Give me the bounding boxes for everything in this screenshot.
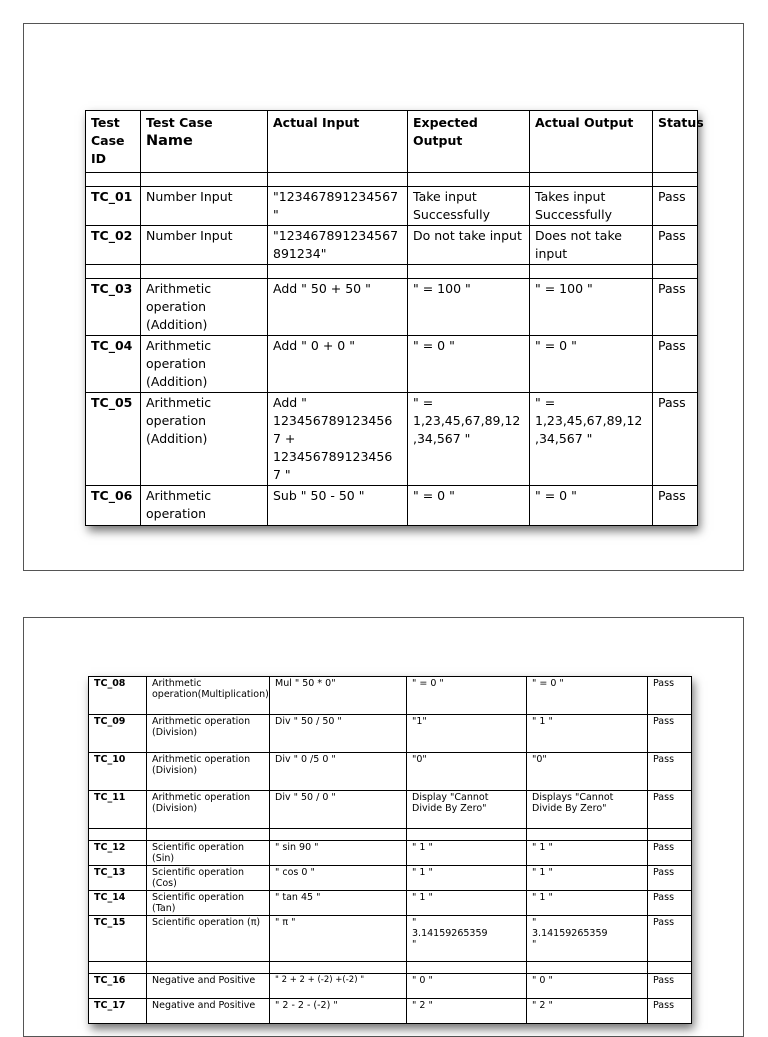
cell-status: Pass: [648, 841, 692, 866]
cell-expected: " = 1,23,45,67,89,12 ,34,567 ": [408, 393, 530, 486]
cell-status: Pass: [653, 279, 698, 336]
cell-name: Scientific operation (Cos): [147, 866, 270, 891]
cell-input: " tan 45 ": [270, 891, 407, 916]
header-actual-output: Actual Output: [530, 111, 653, 173]
cell-id: TC_01: [86, 187, 141, 226]
expected-quote-open: ": [412, 917, 417, 928]
cell-name: Number Input: [141, 226, 268, 265]
cell-id: TC_14: [89, 891, 147, 916]
cell-id: TC_15: [89, 916, 147, 962]
cell-name: Arithmetic operation (Addition): [141, 336, 268, 393]
cell-expected: " = 0 ": [408, 336, 530, 393]
header-expected-output: Expected Output: [408, 111, 530, 173]
cell-name: Scientific operation (Tan): [147, 891, 270, 916]
cell-status: Pass: [648, 715, 692, 753]
cell-status: Pass: [648, 974, 692, 999]
cell-status: Pass: [653, 393, 698, 486]
cell-name: Scientific operation (π): [147, 916, 270, 962]
cell-input: " 2 - 2 - (-2) ": [270, 999, 407, 1024]
cell-id: TC_08: [89, 677, 147, 715]
cell-actual: "0": [527, 753, 648, 791]
cell-expected: "0": [407, 753, 527, 791]
actual-quote-open: ": [532, 917, 537, 928]
cell-input: Div " 50 / 50 ": [270, 715, 407, 753]
cell-input: " 2 + 2 + (-2) +(-2) ": [270, 974, 407, 999]
cell-actual: " 1 ": [527, 866, 648, 891]
header-name-part-b: Name: [146, 133, 193, 149]
cell-input: Sub " 50 - 50 ": [268, 486, 408, 526]
cell-expected: " 1 ": [407, 891, 527, 916]
test-case-table-2: [88, 676, 692, 1024]
cell-actual: Takes input Successfully: [530, 187, 653, 226]
cell-name: Scientific operation (Sin): [147, 841, 270, 866]
table-row: [89, 974, 692, 999]
cell-name: Arithmetic operation(Multiplication): [147, 677, 270, 715]
cell-name: Arithmetic operation (Division): [147, 715, 270, 753]
header-test-case-name: [141, 111, 268, 173]
cell-input: Div " 50 / 0 ": [270, 791, 407, 829]
cell-expected: [407, 916, 527, 962]
cell-input: "123467891234567 891234": [268, 226, 408, 265]
expected-value: 3.14159265359: [412, 928, 488, 939]
cell-name: Number Input: [141, 187, 268, 226]
table-row: [89, 677, 692, 715]
cell-status: Pass: [648, 791, 692, 829]
cell-name: Negative and Positive: [147, 999, 270, 1024]
cell-expected: " = 100 ": [408, 279, 530, 336]
table-row: [89, 866, 692, 891]
cell-input: Add " 123456789123456 7 + 123456789123456 7 ": [268, 393, 408, 486]
table-row: [86, 187, 698, 226]
header-actual-input: Actual Input: [268, 111, 408, 173]
cell-name: Arithmetic operation (Division): [147, 753, 270, 791]
cell-input: Add " 50 + 50 ": [268, 279, 408, 336]
cell-id: TC_13: [89, 866, 147, 891]
table-row: [86, 226, 698, 265]
cell-status: Pass: [648, 999, 692, 1024]
cell-actual: " 1 ": [527, 891, 648, 916]
cell-actual: " 1 ": [527, 841, 648, 866]
cell-status: Pass: [648, 891, 692, 916]
cell-id: TC_02: [86, 226, 141, 265]
cell-expected: " 1 ": [407, 841, 527, 866]
cell-input: Div " 0 /5 0 ": [270, 753, 407, 791]
table-row: [89, 891, 692, 916]
header-status: Status: [653, 111, 698, 173]
cell-expected: " 1 ": [407, 866, 527, 891]
table-row: [86, 336, 698, 393]
cell-actual: " = 100 ": [530, 279, 653, 336]
cell-expected: Take input Successfully: [408, 187, 530, 226]
cell-expected: " = 0 ": [408, 486, 530, 526]
table-spacer-row: [86, 265, 698, 279]
table-row: [86, 393, 698, 486]
cell-name: Negative and Positive: [147, 974, 270, 999]
cell-actual: [527, 916, 648, 962]
cell-input: "123467891234567 ": [268, 187, 408, 226]
cell-input: Mul " 50 * 0": [270, 677, 407, 715]
cell-id: TC_10: [89, 753, 147, 791]
table-row: [89, 841, 692, 866]
table-row: [86, 279, 698, 336]
cell-id: TC_17: [89, 999, 147, 1024]
document-page-1: [23, 23, 744, 571]
cell-input: " sin 90 ": [270, 841, 407, 866]
cell-id: TC_12: [89, 841, 147, 866]
cell-status: Pass: [648, 916, 692, 962]
cell-status: Pass: [648, 753, 692, 791]
cell-name: Arithmetic operation (Addition): [141, 279, 268, 336]
table-row: [89, 916, 692, 962]
cell-actual: " = 0 ": [530, 336, 653, 393]
table-spacer-row: [89, 829, 692, 841]
cell-id: TC_06: [86, 486, 141, 526]
test-case-table-2-wrapper: [88, 676, 691, 1024]
table-row: [89, 753, 692, 791]
table-spacer-row: [86, 173, 698, 187]
cell-status: Pass: [648, 866, 692, 891]
document-page-2: [23, 617, 744, 1037]
cell-actual: Displays "Cannot Divide By Zero": [527, 791, 648, 829]
cell-status: Pass: [653, 187, 698, 226]
cell-id: TC_09: [89, 715, 147, 753]
cell-input: " π ": [270, 916, 407, 962]
table-header-row: [86, 111, 698, 173]
table-row: [89, 715, 692, 753]
actual-value: 3.14159265359: [532, 928, 608, 939]
cell-id: TC_04: [86, 336, 141, 393]
cell-expected: "1": [407, 715, 527, 753]
cell-id: TC_11: [89, 791, 147, 829]
table-row: [89, 999, 692, 1024]
cell-actual: " = 0 ": [530, 486, 653, 526]
cell-id: TC_03: [86, 279, 141, 336]
cell-expected: Do not take input: [408, 226, 530, 265]
cell-actual: " 1 ": [527, 715, 648, 753]
cell-input: " cos 0 ": [270, 866, 407, 891]
actual-quote-close: ": [532, 939, 537, 950]
table-row: [89, 791, 692, 829]
cell-actual: Does not take input: [530, 226, 653, 265]
cell-id: TC_05: [86, 393, 141, 486]
cell-name: Arithmetic operation (Division): [147, 791, 270, 829]
cell-status: Pass: [653, 226, 698, 265]
cell-actual: " = 0 ": [527, 677, 648, 715]
test-case-table-1: [85, 110, 704, 526]
header-name-part-a: Test Case: [146, 115, 213, 130]
cell-expected: " = 0 ": [407, 677, 527, 715]
cell-name: Arithmetic operation (Addition): [141, 393, 268, 486]
cell-actual: " 0 ": [527, 974, 648, 999]
cell-actual: " = 1,23,45,67,89,12 ,34,567 ": [530, 393, 653, 486]
cell-input: Add " 0 + 0 ": [268, 336, 408, 393]
test-case-table-1-wrapper: [85, 110, 704, 526]
header-test-case-id: Test Case ID: [86, 111, 141, 173]
expected-quote-close: ": [412, 939, 417, 950]
cell-id: TC_16: [89, 974, 147, 999]
cell-expected: " 2 ": [407, 999, 527, 1024]
cell-expected: Display "Cannot Divide By Zero": [407, 791, 527, 829]
cell-name: Arithmetic operation: [141, 486, 268, 526]
cell-status: Pass: [653, 336, 698, 393]
cell-status: Pass: [648, 677, 692, 715]
cell-actual: " 2 ": [527, 999, 648, 1024]
table-spacer-row: [89, 962, 692, 974]
cell-expected: " 0 ": [407, 974, 527, 999]
table-row: [86, 486, 698, 526]
cell-status: Pass: [653, 486, 698, 526]
